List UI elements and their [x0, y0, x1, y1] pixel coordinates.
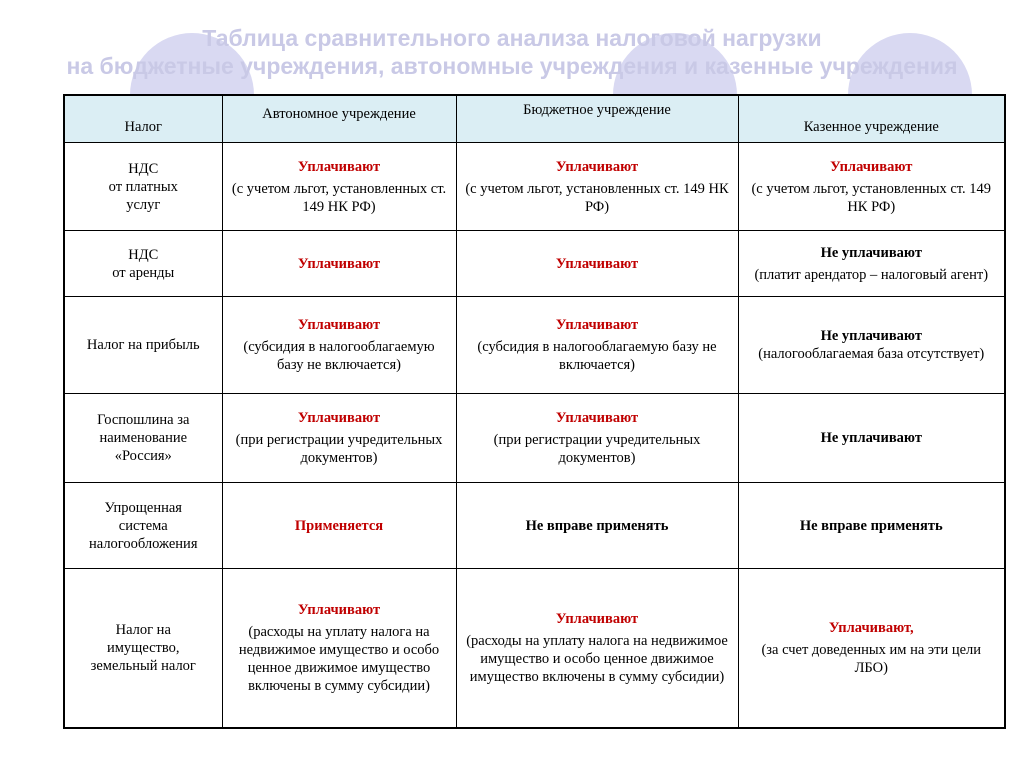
tax-name-cell: [64, 143, 222, 231]
status-text: Уплачивают: [555, 317, 639, 333]
tax-name-line: НДС: [128, 246, 159, 263]
tax-name-line: НДС: [128, 160, 159, 177]
table-row: [64, 231, 1005, 297]
kazennoe-cell: [738, 569, 1005, 729]
autonomous-cell: [222, 297, 456, 394]
tax-name-line: услуг: [126, 196, 161, 213]
note-text: (субсидия в налогооблагаемую базу не включается): [243, 339, 435, 373]
table-row: [64, 569, 1005, 729]
autonomous-cell: [222, 394, 456, 483]
tax-name-cell: [64, 297, 222, 394]
kazennoe-cell: [738, 297, 1005, 394]
status-text: Уплачивают: [297, 255, 381, 272]
tax-name-line: «Россия»: [114, 448, 172, 464]
autonomous-cell: [222, 231, 456, 297]
budget-cell: [456, 394, 738, 483]
status-text: Применяется: [294, 517, 384, 534]
tax-name-line: имущество,: [106, 640, 180, 656]
tax-name-line: земельный налог: [90, 658, 196, 674]
note-text: (с учетом льгот, установленных ст. 149 НК РФ): [465, 180, 729, 215]
tax-name-line: налогообложения: [89, 535, 198, 552]
status-text: Не уплачивают: [820, 328, 922, 344]
kazennoe-cell: [738, 143, 1005, 231]
budget-cell: [456, 231, 738, 297]
status-text: Уплачивают: [297, 410, 381, 426]
header-kazennoe: Казенное учреждение: [738, 95, 1005, 143]
note-text: (при регистрации учредительных документов): [235, 432, 443, 466]
status-text: Уплачивают,: [828, 620, 914, 636]
tax-name-line: наименование: [99, 430, 188, 446]
status-text: Не уплачивают: [820, 430, 922, 446]
tax-comparison-table: [63, 94, 1006, 729]
table-row: [64, 394, 1005, 483]
status-text: Уплачивают: [555, 410, 639, 426]
header-budget: Бюджетное учреждение: [456, 95, 738, 143]
tax-name-cell: [64, 483, 222, 569]
tax-name-cell: [64, 569, 222, 729]
note-text: (субсидия в налогооблагаемую базу не включается): [477, 339, 717, 373]
tax-name-line: система: [118, 517, 168, 534]
budget-cell: [456, 483, 738, 569]
table-row: [64, 483, 1005, 569]
note-text: (платит арендатор – налоговый агент): [754, 266, 989, 283]
status-text: Уплачивают: [555, 611, 639, 627]
table-row: [64, 297, 1005, 394]
autonomous-cell: [222, 143, 456, 231]
tax-name-cell: [64, 394, 222, 483]
note-text: (расходы на уплату налога на недвижимое имущество и особо ценное движимое имущество включены в сумму субсидии): [238, 624, 440, 694]
status-text: Не вправе применять: [525, 517, 669, 534]
note-text: (за счет доведенных им на эти цели ЛБО): [761, 642, 982, 676]
autonomous-cell: [222, 483, 456, 569]
tax-name-line: от аренды: [112, 264, 175, 281]
tax-name-line: Налог на прибыль: [86, 337, 200, 353]
budget-cell: [456, 569, 738, 729]
status-text: Уплачивают: [555, 255, 639, 272]
kazennoe-cell: [738, 394, 1005, 483]
note-text: (с учетом льгот, установленных ст. 149 НК РФ): [751, 180, 992, 215]
slide-title-line-2: на бюджетные учреждения, автономные учреждения и казенные учреждения: [66, 53, 958, 79]
note-text: (с учетом льгот, установленных ст. 149 НК РФ): [231, 180, 447, 215]
note-text: (расходы на уплату налога на недвижимое имущество и особо ценное движимое имущество включены в сумму субсидии): [466, 633, 728, 685]
budget-cell: [456, 297, 738, 394]
tax-name-line: Госпошлина за: [97, 412, 190, 428]
note-text: (при регистрации учредительных документов): [493, 432, 701, 466]
status-text: Уплачивают: [297, 602, 381, 618]
header-tax: Налог: [64, 95, 222, 143]
status-text: Не уплачивают: [820, 244, 922, 261]
status-text: Уплачивают: [297, 158, 381, 175]
status-text: Не вправе применять: [799, 517, 943, 534]
kazennoe-cell: [738, 483, 1005, 569]
table-header-row: [64, 95, 1005, 143]
slide-title: [0, 24, 1024, 80]
status-text: Уплачивают: [830, 158, 913, 175]
slide-title-line-1: Таблица сравнительного анализа налоговой нагрузки: [202, 25, 822, 51]
tax-name-line: Налог на: [115, 622, 171, 638]
budget-cell: [456, 143, 738, 231]
table-row: [64, 143, 1005, 231]
status-text: Уплачивают: [555, 158, 639, 175]
tax-name-line: Упрощенная: [104, 499, 182, 516]
autonomous-cell: [222, 569, 456, 729]
note-text: (налогооблагаемая база отсутствует): [758, 346, 985, 362]
tax-name-line: от платных: [108, 178, 178, 195]
tax-name-cell: [64, 231, 222, 297]
kazennoe-cell: [738, 231, 1005, 297]
header-autonomous: Автономное учреждение: [222, 95, 456, 143]
status-text: Уплачивают: [297, 317, 381, 333]
